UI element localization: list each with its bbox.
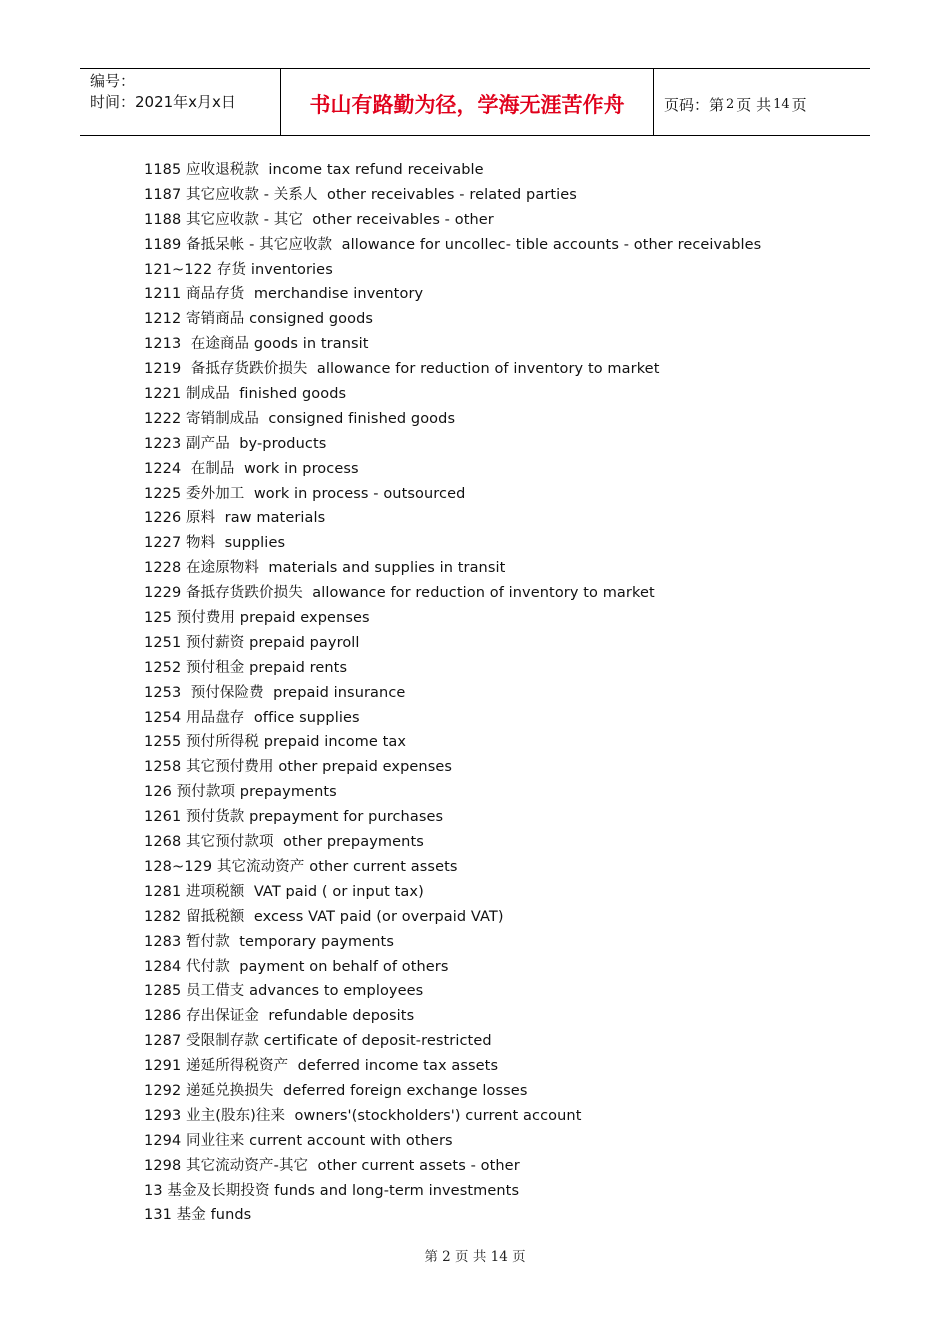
time-label: 时间：2021年x月x日: [90, 93, 236, 111]
account-entry: 1221 制成品 finished goods: [144, 386, 347, 403]
account-entry: 1254 用品盘存 office supplies: [144, 709, 360, 726]
account-entry: 1293 业主(股东)往来 owners'(stockholders') current account: [144, 1107, 582, 1124]
account-entry: 1187 其它应收款 - 关系人 other receivables - related parties: [144, 186, 577, 203]
account-entry: 1253 预付保险费 prepaid insurance: [144, 684, 406, 701]
account-entry: 125 预付费用 prepaid expenses: [144, 610, 370, 627]
account-entry: 1226 原料 raw materials: [144, 510, 326, 527]
account-entry: 1285 员工借支 advances to employees: [144, 983, 424, 1000]
account-entry: 1228 在途原物料 materials and supplies in transit: [144, 560, 506, 577]
account-entry: 1211 商品存货 merchandise inventory: [144, 286, 424, 303]
account-entry: 1227 物料 supplies: [144, 535, 286, 552]
account-entry: 128~129 其它流动资产 other current assets: [144, 858, 458, 875]
account-entry: 1185 应收退税款 income tax refund receivable: [144, 162, 484, 178]
account-entry: 1261 预付货款 prepayment for purchases: [144, 809, 444, 826]
account-entry: 121~122 存货 inventories: [144, 261, 333, 278]
account-entry: 1252 预付租金 prepaid rents: [144, 659, 348, 676]
account-entry: 1188 其它应收款 - 其它 other receivables - other: [144, 211, 494, 228]
account-entry: 1291 递延所得税资产 deferred income tax assets: [144, 1058, 499, 1075]
number-label: 编号：: [90, 72, 136, 90]
account-entry: 1222 寄销制成品 consigned finished goods: [144, 410, 456, 427]
page-header: [80, 68, 870, 136]
account-entry: 1283 暂付款 temporary payments: [144, 933, 394, 950]
account-entry: 1292 递延兑换损失 deferred foreign exchange losses: [144, 1082, 528, 1099]
account-entry: 1298 其它流动资产-其它 other current assets - other: [144, 1157, 520, 1174]
account-entry: 1224 在制品 work in process: [144, 460, 359, 477]
account-entry: 1189 备抵呆帐 - 其它应收款 allowance for uncollec- tible accounts - other receivables: [144, 236, 762, 253]
account-entry: 131 基金 funds: [144, 1207, 252, 1224]
account-entry: 126 预付款项 prepayments: [144, 784, 337, 801]
account-entry: 1212 寄销商品 consigned goods: [144, 311, 374, 328]
account-entry: 1294 同业往来 current account with others: [144, 1132, 453, 1149]
account-list: [144, 158, 844, 1228]
page-current: 2: [726, 96, 735, 112]
header-motto: 书山有路勤为径，学海无涯苦作舟: [281, 69, 654, 135]
account-entry: 1286 存出保证金 refundable deposits: [144, 1008, 415, 1025]
account-entry: 1287 受限制存款 certificate of deposit-restricted: [144, 1033, 492, 1050]
account-entry: 1255 预付所得税 prepaid income tax: [144, 734, 407, 751]
page-total: 14: [773, 96, 790, 112]
page-suffix: 页: [791, 95, 807, 114]
page-footer: 第 2 页 共 14 页: [424, 1249, 526, 1265]
account-entry: 1219 备抵存货跌价损失 allowance for reduction of inventory to market: [144, 361, 660, 378]
account-entry: 13 基金及长期投资 funds and long-term investments: [144, 1182, 520, 1199]
page-prefix: 页码：第: [664, 95, 725, 114]
account-entry: 1251 预付薪资 prepaid payroll: [144, 634, 360, 651]
account-entry: 1258 其它预付费用 other prepaid expenses: [144, 759, 453, 776]
header-meta: [80, 69, 281, 135]
account-entry: 1282 留抵税额 excess VAT paid (or overpaid VAT): [144, 908, 504, 925]
account-entry: 1225 委外加工 work in process - outsourced: [144, 485, 466, 502]
page-mid: 页 共: [736, 95, 772, 114]
account-entry: 1229 备抵存货跌价损失 allowance for reduction of inventory to market: [144, 585, 655, 602]
account-entry: 1268 其它预付款项 other prepayments: [144, 834, 424, 851]
account-entry: 1281 进项税额 VAT paid ( or input tax): [144, 883, 424, 900]
account-entry: 1223 副产品 by-products: [144, 435, 327, 452]
account-entry: 1213 在途商品 goods in transit: [144, 336, 369, 353]
account-entry: 1284 代付款 payment on behalf of others: [144, 958, 449, 975]
header-page-indicator: [654, 69, 870, 135]
